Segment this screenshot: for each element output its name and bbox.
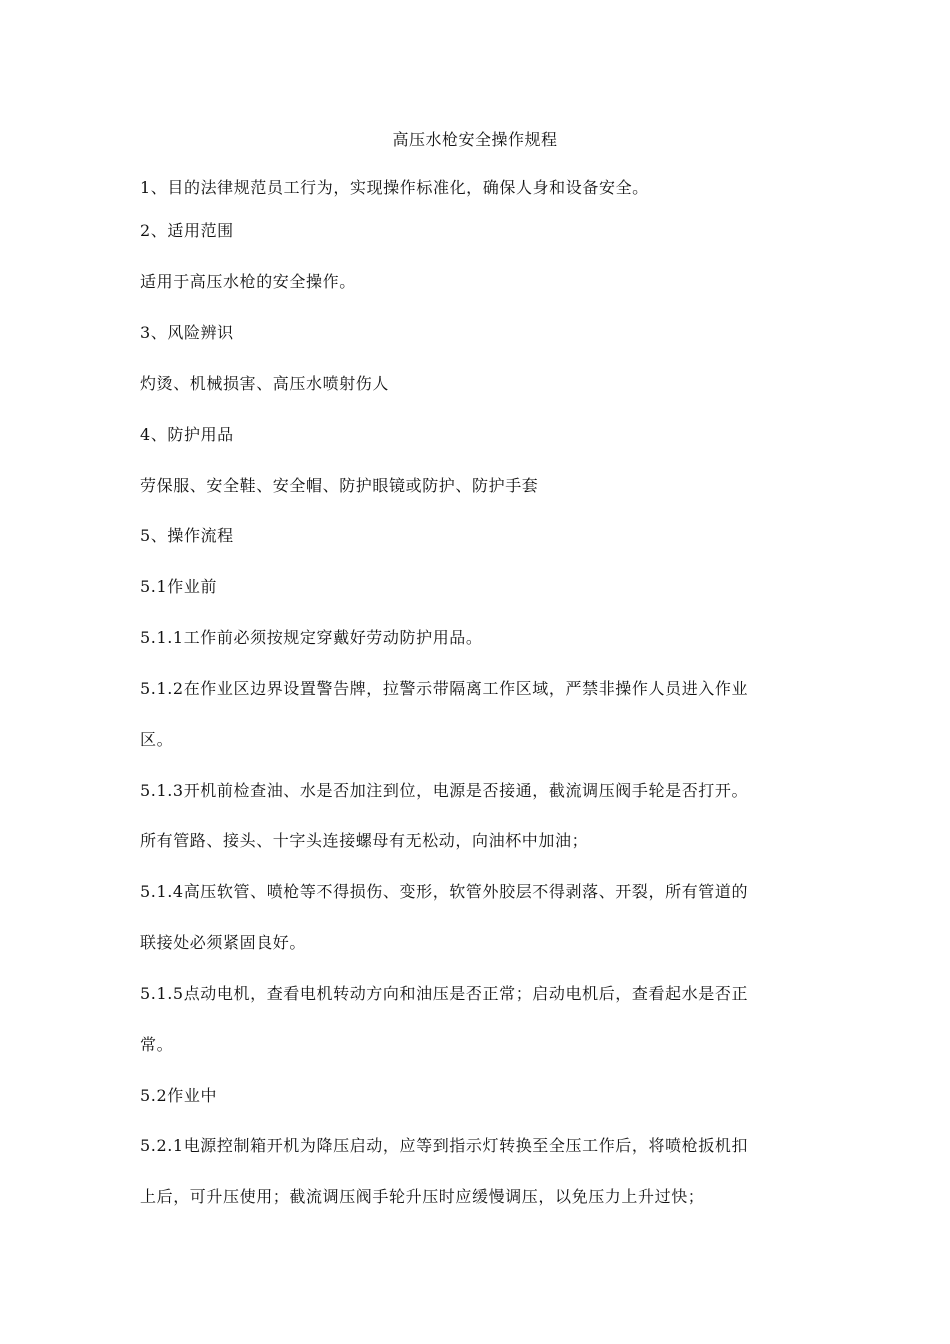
clause-5-1-5-line-2: 常。 [140,1035,174,1054]
section-5-heading: 5、操作流程 [140,526,234,545]
clause-5-1-1: 5.1.1工作前必须按规定穿戴好劳动防护用品。 [140,628,483,647]
section-2-body: 适用于高压水枪的安全操作。 [140,272,356,291]
clause-5-1-3-line-1: 5.1.3开机前检查油、水是否加注到位，电源是否接通，截流调压阀手轮是否打开。 [140,781,749,800]
clause-5-1-5-line-1: 5.1.5点动电机，查看电机转动方向和油压是否正常；启动电机后，查看起水是否正 [140,984,749,1003]
subsection-5-2-heading: 5.2作业中 [140,1086,218,1105]
clause-5-1-2-line-2: 区。 [140,730,174,749]
clause-5-2-1-line-2: 上后，可升压使用；截流调压阀手轮升压时应缓慢调压，以免压力上升过快； [140,1187,705,1206]
section-1-purpose: 1、目的法律规范员工行为，实现操作标准化，确保人身和设备安全。 [140,178,649,197]
section-4-body: 劳保服、安全鞋、安全帽、防护眼镜或防护、防护手套 [140,476,539,495]
section-3-heading: 3、风险辨识 [140,323,234,342]
clause-5-1-4-line-1: 5.1.4高压软管、喷枪等不得损伤、变形，软管外胶层不得剥落、开裂，所有管道的 [140,882,749,901]
section-2-heading: 2、适用范围 [140,221,234,240]
subsection-5-1-heading: 5.1作业前 [140,577,218,596]
clause-5-1-3-line-2: 所有管路、接头、十字头连接螺母有无松动，向油杯中加油； [140,831,589,850]
document-title: 高压水枪安全操作规程 [392,130,558,149]
section-3-body: 灼烫、机械损害、高压水喷射伤人 [140,374,390,393]
section-4-heading: 4、防护用品 [140,425,234,444]
clause-5-1-2-line-1: 5.1.2在作业区边界设置警告牌，拉警示带隔离工作区域，严禁非操作人员进入作业 [140,679,749,698]
clause-5-1-4-line-2: 联接处必须紧固良好。 [140,933,307,952]
clause-5-2-1-line-1: 5.2.1电源控制箱开机为降压启动，应等到指示灯转换至全压工作后，将喷枪扳机扣 [140,1136,749,1155]
